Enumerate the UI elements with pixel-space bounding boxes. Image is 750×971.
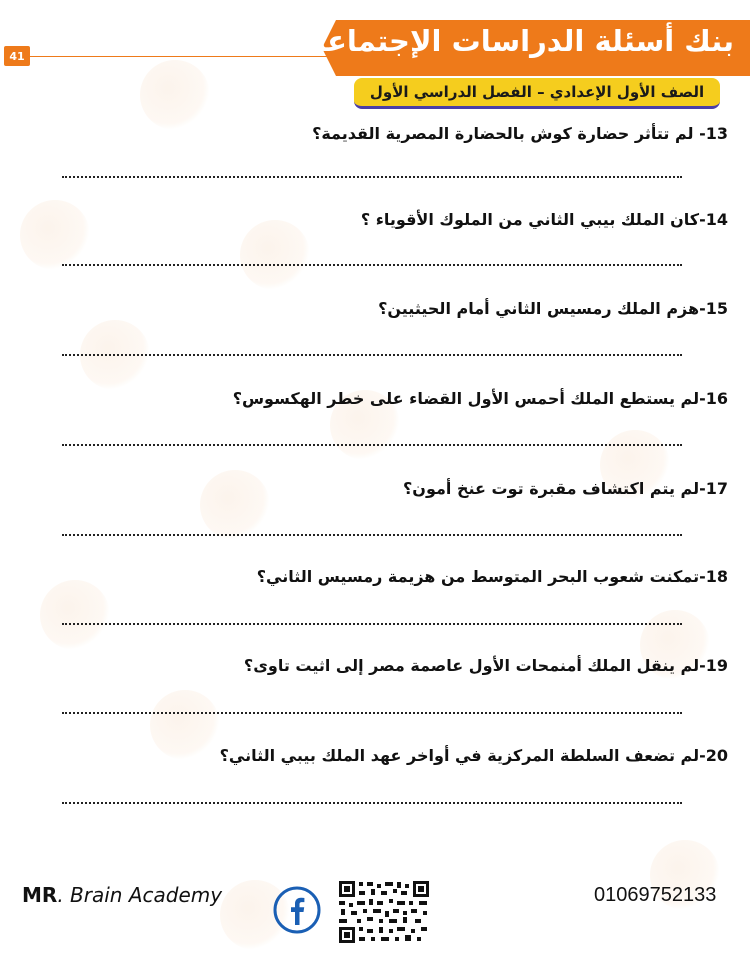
answer-line-20 bbox=[62, 802, 682, 804]
watermark-logo bbox=[240, 220, 310, 290]
watermark-logo bbox=[200, 470, 270, 540]
header-divider bbox=[30, 56, 330, 57]
question-13: 13- لم تتأثر حضارة كوش بالحضارة المصرية القديمة؟ bbox=[312, 124, 728, 143]
answer-line-17 bbox=[62, 534, 682, 536]
subtitle-bar bbox=[354, 78, 720, 109]
page-title: بنك أسئلة الدراسات الإجتماعية bbox=[297, 24, 734, 58]
facebook-icon[interactable] bbox=[272, 885, 322, 935]
brand-suffix: . Brain Academy bbox=[57, 883, 223, 907]
question-17: 17-لم يتم اكتشاف مقبرة توت عنخ أمون؟ bbox=[403, 479, 728, 498]
qr-code-icon bbox=[337, 879, 431, 945]
question-18: 18-تمكنت شعوب البحر المتوسط من هزيمة رمسيس الثاني؟ bbox=[256, 567, 728, 586]
page-number: 41 bbox=[4, 46, 30, 66]
answer-line-19 bbox=[62, 712, 682, 714]
answer-line-16 bbox=[62, 444, 682, 446]
answer-line-18 bbox=[62, 623, 682, 625]
answer-line-13 bbox=[62, 176, 682, 178]
page-subtitle: الصف الأول الإعدادي – الفصل الدراسي الأول bbox=[369, 83, 705, 101]
question-16: 16-لم يستطع الملك أحمس الأول القضاء على خطر الهكسوس؟ bbox=[232, 389, 728, 408]
phone-number: 01069752133 bbox=[594, 884, 717, 906]
question-14: 14-كان الملك بيبي الثاني من الملوك الأقوياء ؟ bbox=[360, 210, 728, 229]
question-15: 15-هزم الملك رمسيس الثاني أمام الحيثيين؟ bbox=[378, 299, 728, 318]
answer-line-14 bbox=[62, 264, 682, 266]
watermark-logo bbox=[20, 200, 90, 270]
brand-name bbox=[22, 883, 222, 907]
watermark-logo bbox=[140, 60, 210, 130]
watermark-logo bbox=[150, 690, 220, 760]
brand-prefix: MR bbox=[22, 883, 58, 907]
question-20: 20-لم تضعف السلطة المركزية في أواخر عهد الملك بيبي الثاني؟ bbox=[219, 746, 728, 765]
question-19: 19-لم ينقل الملك أمنمحات الأول عاصمة مصر إلى اثيت تاوى؟ bbox=[243, 656, 728, 675]
watermark-logo bbox=[40, 580, 110, 650]
answer-line-15 bbox=[62, 354, 682, 356]
